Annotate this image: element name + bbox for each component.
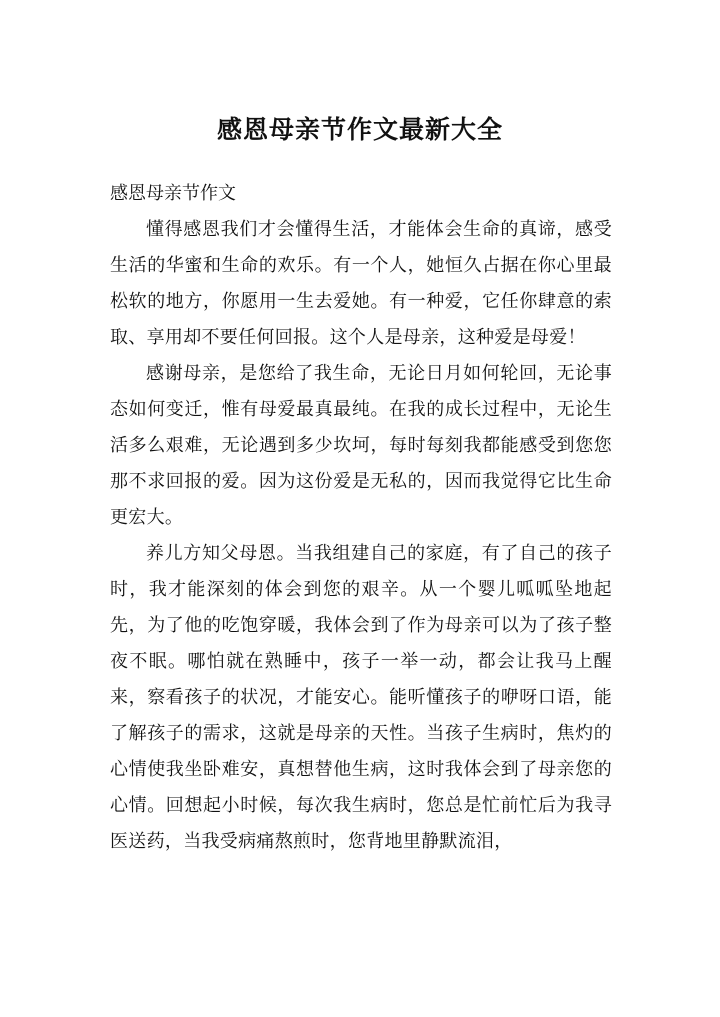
document-body: [110, 212, 612, 860]
paragraph-1: 懂得感恩我们才会懂得生活，才能体会生命的真谛，感受生活的华蜜和生命的欢乐。有一个人，她恒久占据在你心里最松软的地方，你愿用一生去爱她。有一种爱，它任你肆意的索取、享用却不要任何回报。这个人是母亲，这种爱是母爱！: [110, 219, 612, 348]
paragraph-2: 感谢母亲，是您给了我生命，无论日月如何轮回，无论事态如何变迁，惟有母爱最真最纯。在我的成长过程中，无论生活多么艰难，无论遇到多少坎坷，每时每刻我都能感受到您您那不求回报的爱。因为这份爱是无私的，因而我觉得它比生命更宏大。: [110, 363, 612, 528]
paragraph-3: 养儿方知父母恩。当我组建自己的家庭，有了自己的孩子时，我才能深刻的体会到您的艰辛。从一个婴儿呱呱坠地起先，为了他的吃饱穿暖，我体会到了作为母亲可以为了孩子整夜不眠。哪怕就在熟睡中，孩子一举一动，都会让我马上醒来，察看孩子的状况，才能安心。能听懂孩子的咿呀口语，能了解孩子的需求，这就是母亲的天性。当孩子生病时，焦灼的心情使我坐卧难安，真想替他生病，这时我体会到了母亲您的心情。回想起小时候，每次我生病时，您总是忙前忙后为我寻医送药，当我受病痛熬煎时，您背地里静默流泪，: [110, 543, 612, 852]
document-title: 感恩母亲节作文最新大全: [216, 115, 503, 144]
section-heading: 感恩母亲节作文: [110, 183, 236, 204]
